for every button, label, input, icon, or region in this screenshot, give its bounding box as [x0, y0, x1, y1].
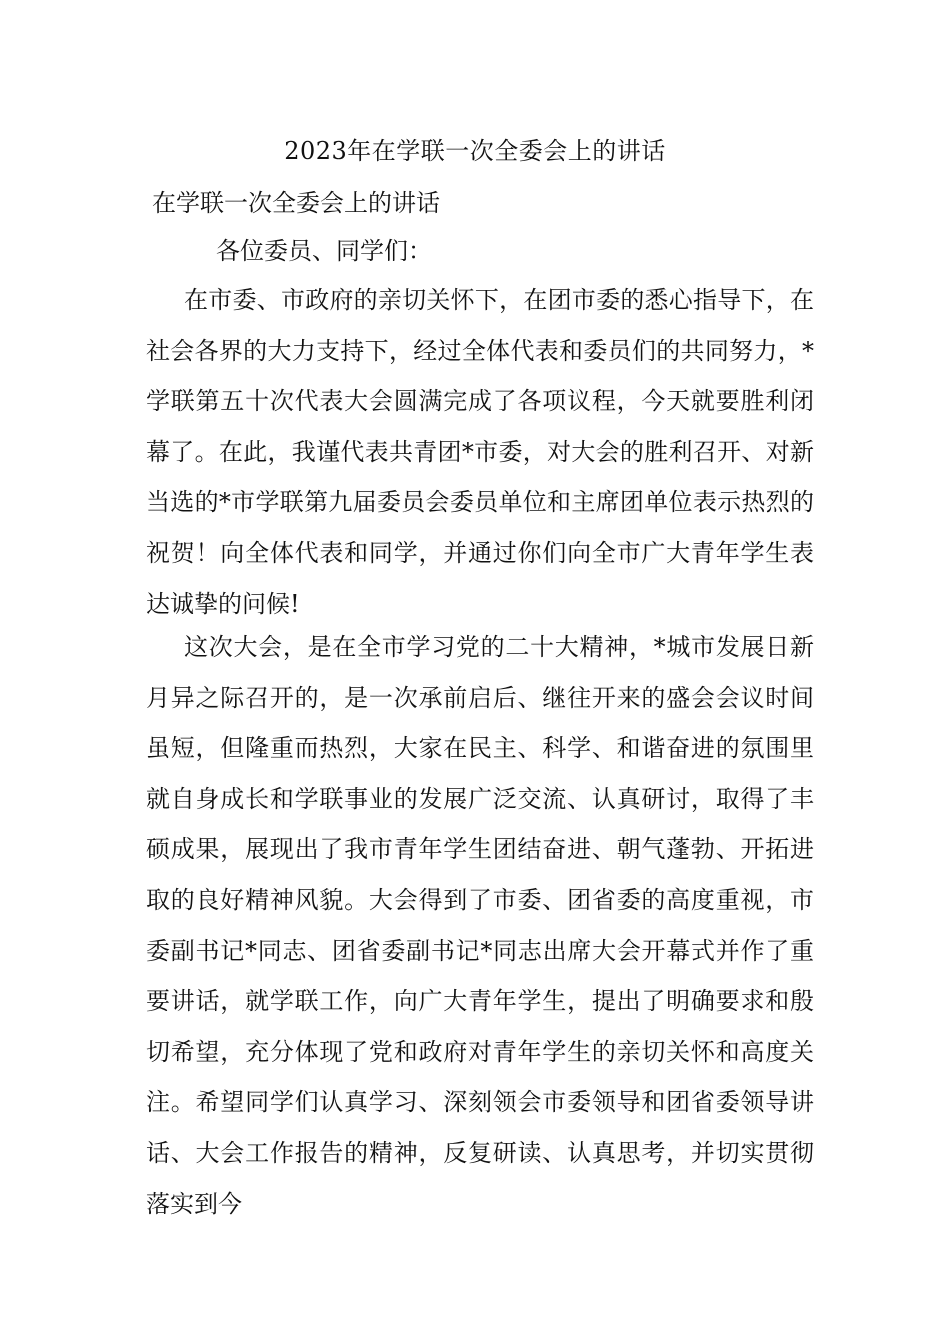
paragraph-1: 在市委、市政府的亲切关怀下，在团市委的悉心指导下，在社会各界的大力支持下，经过全体代表和委员们的共同努力，*学联第五十次代表大会圆满完成了各项议程，今天就要胜利闭幕了。在此，我谨代表共青团*市委，对大会的胜利召开、对新当选的*市学联第九届委员会委员单位和主席团单位表示热烈的祝贺！向全体代表和同学，并通过你们向全市广大青年学生表达诚挚的问候!	[146, 286, 814, 618]
document-subtitle: 在学联一次全委会上的讲话	[152, 189, 440, 217]
document-title: 2023年在学联一次全委会上的讲话	[284, 137, 666, 165]
paragraph-2: 这次大会，是在全市学习党的二十大精神，*城市发展日新月异之际召开的，是一次承前启后、继往开来的盛会会议时间虽短，但隆重而热烈，大家在民主、科学、和谐奋进的氛围里就自身成长和学联事业的发展广泛交流、认真研讨，取得了丰硕成果，展现出了我市青年学生团结奋进、朝气蓬勃、开拓进取的良好精神风貌。大会得到了市委、团省委的高度重视，市委副书记*同志、团省委副书记*同志出席大会开幕式并作了重要讲话，就学联工作，向广大青年学生，提出了明确要求和殷切希望，充分体现了党和政府对青年学生的亲切关怀和高度关注。希望同学们认真学习、深刻领会市委领导和团省委领导讲话、大会工作报告的精神，反复研读、认真思考，并切实贯彻落实到今	[146, 633, 814, 1218]
salutation: 各位委员、同学们：	[216, 237, 432, 265]
